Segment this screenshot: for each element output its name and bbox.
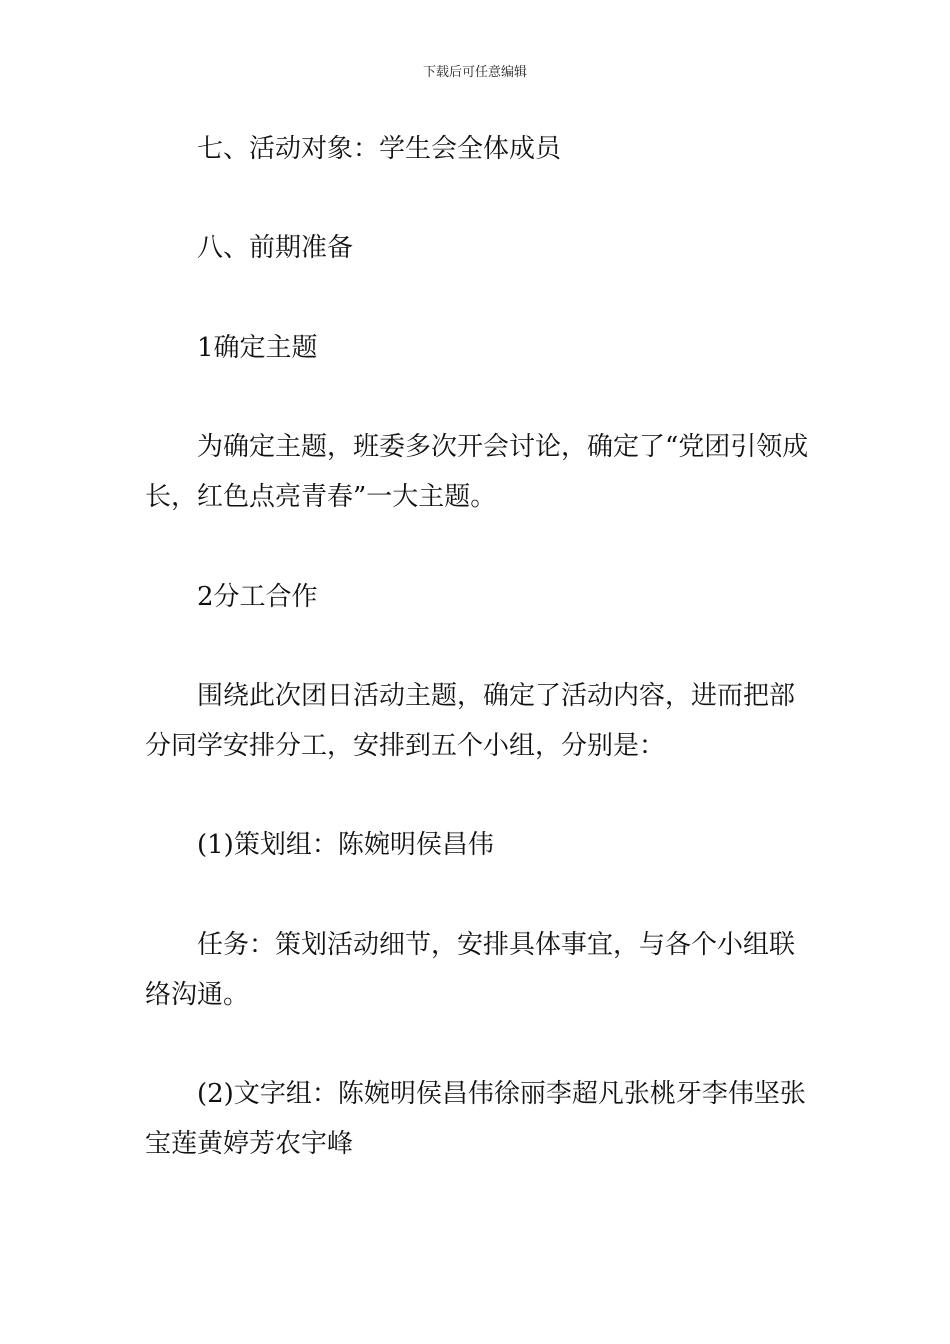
group-planning-members: (1)策划组：陈婉明侯昌伟 <box>197 830 494 860</box>
paragraph-theme-description: 为确定主题，班委多次开会讨论，确定了“党团引领成长，红色点亮青春”一大主题。 <box>145 432 809 512</box>
subsection-division-heading: 2分工合作 <box>197 582 318 612</box>
subsection-theme-heading: 1确定主题 <box>197 333 318 363</box>
paragraph-division-description: 围绕此次团日活动主题，确定了活动内容，进而把部分同学安排分工，安排到五个小组，分别是： <box>145 681 796 761</box>
group-planning-task: 任务：策划活动细节，安排具体事宜，与各个小组联络沟通。 <box>145 930 796 1010</box>
group-writing-members: (2)文字组：陈婉明侯昌伟徐丽李超凡张桃牙李伟坚张宝莲黄婷芳农宇峰 <box>145 1079 806 1159</box>
section-preparation-heading: 八、前期准备 <box>197 233 354 263</box>
section-activity-target: 七、活动对象：学生会全体成员 <box>197 134 562 164</box>
page-header: 下载后可任意编辑 <box>422 65 527 80</box>
